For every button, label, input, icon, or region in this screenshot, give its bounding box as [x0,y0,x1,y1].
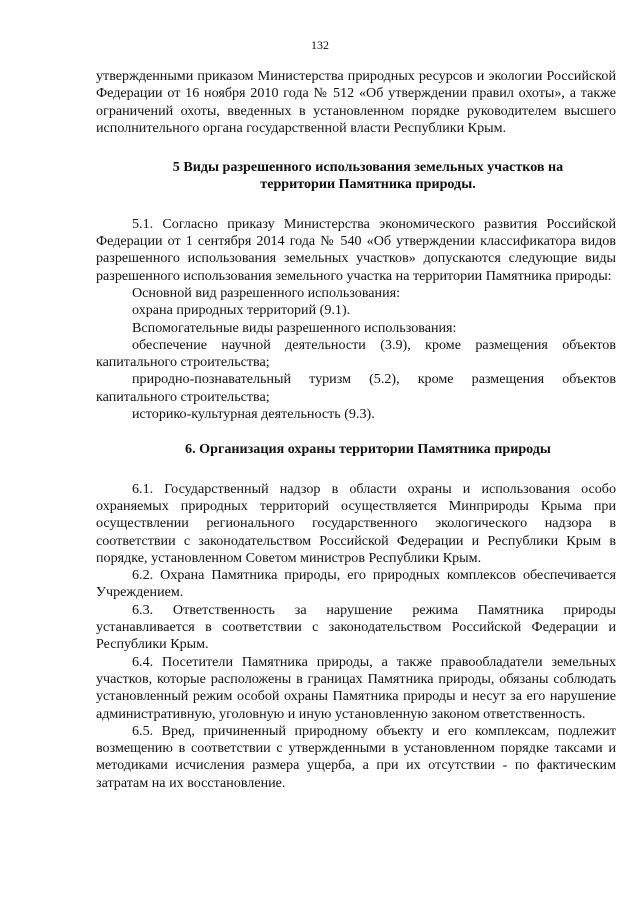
document-body [96,68,616,792]
section-5-heading-line1: 5 Виды разрешенного использования земельных участков на [172,159,564,176]
section-6-3-paragraph: 6.3. Ответственность за нарушение режима Памятника природы устанавливается в соответствии с законодательством Российской Федерации и Республики Крым. [96,601,616,653]
page-number: 132 [311,38,329,52]
section-6-heading: 6. Организация охраны территории Памятника природы [185,441,551,458]
section-6-2-paragraph: 6.2. Охрана Памятника природы, его природных комплексов обеспечивается Учреждением. [96,567,616,601]
section-6-1-paragraph: 6.1. Государственный надзор в области охраны и использования особо охраняемых природных территорий осуществляется Минприроды Крыма при осуществлении регионального государственного экологического надзора в соответствии с законодательством Российской Федерации и Республики Крым в порядке, установленном Советом министров Республики Крым. [96,480,616,566]
auxiliary-use-item: обеспечение научной деятельности (3.9), кроме размещения объектов капитального строительства; [96,336,616,371]
auxiliary-use-item: природно-познавательный туризм (5.2), кроме размещения объектов капитального строительства; [96,371,616,405]
section-6-5-paragraph: 6.5. Вред, причиненный природному объекту и его комплексам, подлежит возмещению в соответствии с утвержденными в установленном порядке таксами и методиками исчисления размера ущерба, а при их отсутствии - по фактическим затратам на их восстановление. [96,722,616,791]
section-6-4-paragraph: 6.4. Посетители Памятника природы, а также правообладатели земельных участков, которые расположены в границах Памятника природы, обязаны соблюдать установленный режим особой охраны Памятника природы и несут за его нарушение административную, уголовную и иную установленную законом ответственность. [96,653,616,722]
auxiliary-use-item: историко-культурная деятельность (9.3). [132,406,375,423]
section-5-heading-line2: территории Памятника природы. [260,176,476,193]
main-use-item: охрана природных территорий (9.1). [132,302,351,319]
main-use-label: Основной вид разрешенного использования: [132,284,401,301]
auxiliary-use-label: Вспомогательные виды разрешенного использования: [132,319,457,336]
section-5-heading [96,159,616,194]
section-5-1-paragraph: 5.1. Согласно приказу Министерства экономического развития Российской Федерации от 1 сентября 2014 года № 540 «Об утверждении классификатора видов разрешенного использования земельных участков» допускаются следующие виды разрешенного использования земельного участка на территории Памятника природы: [96,215,616,284]
intro-paragraph: утвержденными приказом Министерства природных ресурсов и экологии Российской Федерации от 16 ноября 2010 года № 512 «Об утверждении правил охоты», а также ограничений охоты, введенных в установленном порядке руководителем высшего исполнительного органа государственной власти Республики Крым. [96,68,616,136]
